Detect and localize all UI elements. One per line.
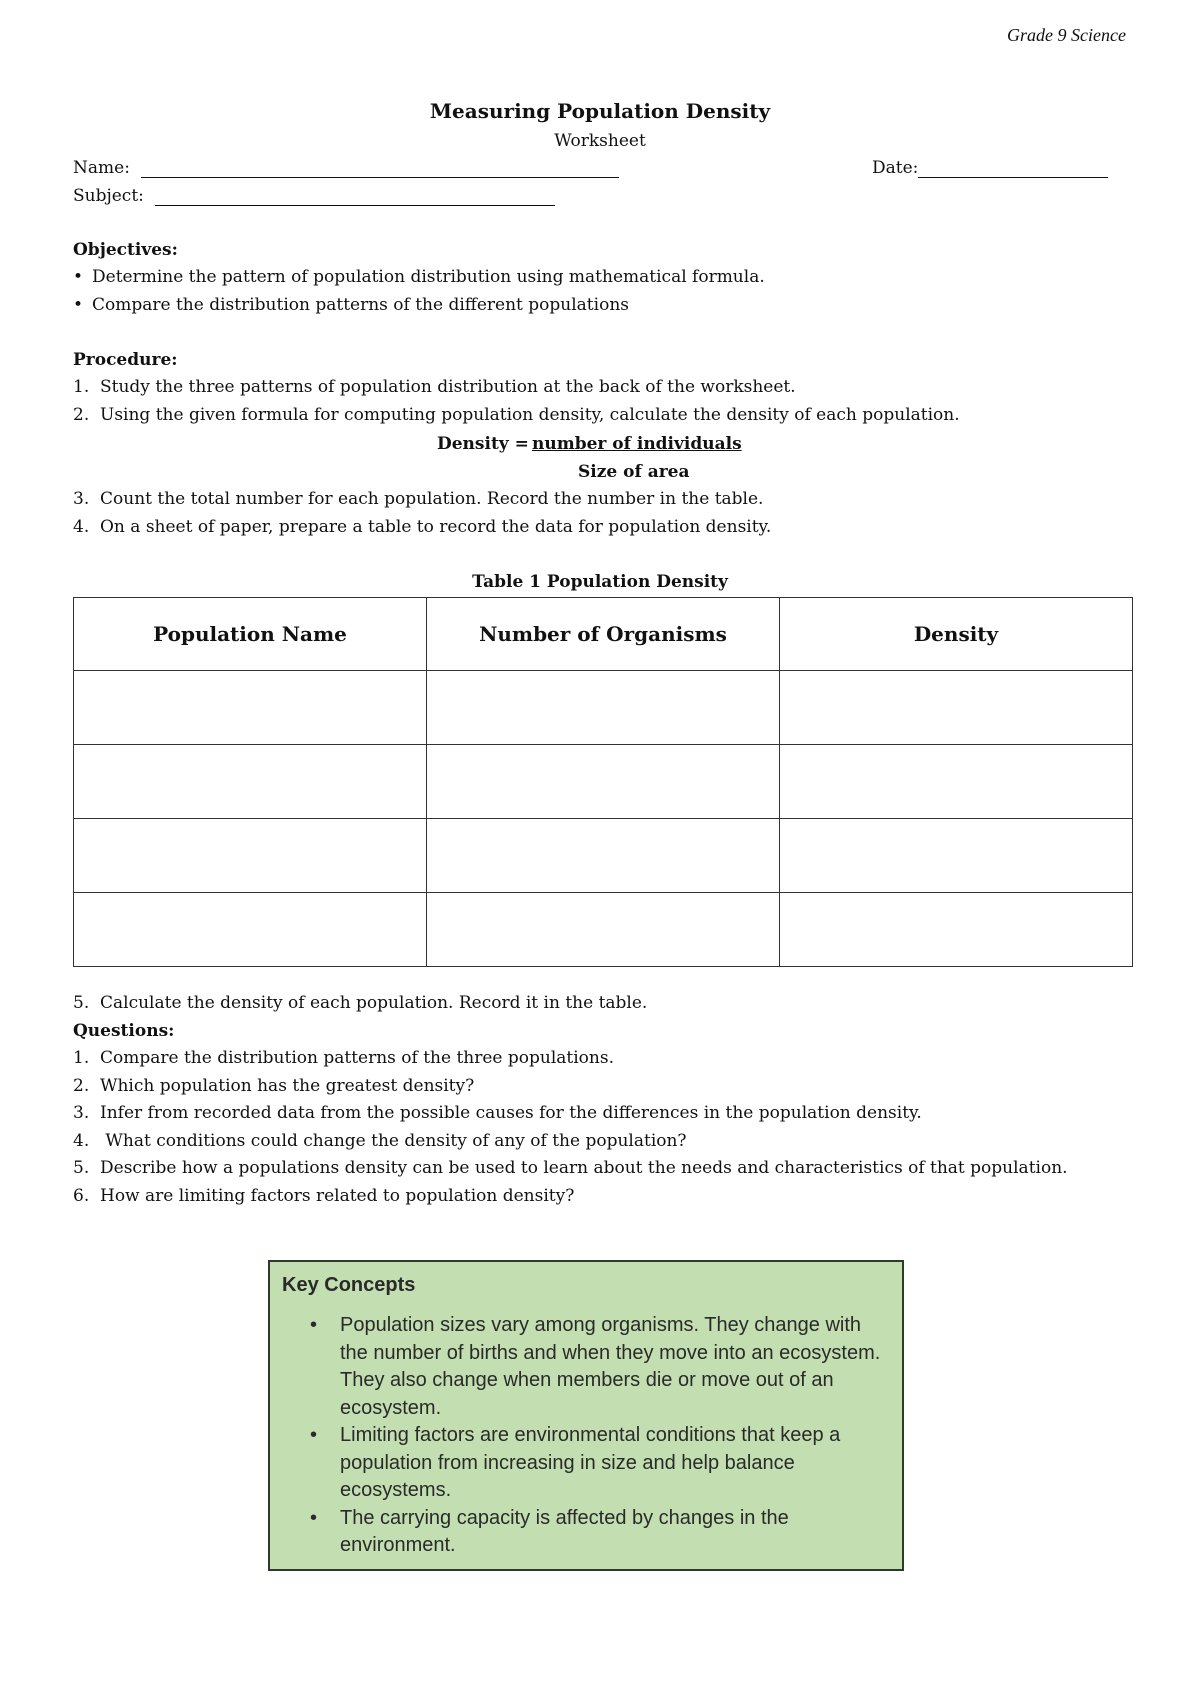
table-cell[interactable] <box>74 745 427 819</box>
formula-denominator: Size of area <box>578 462 690 482</box>
list-item: • Compare the distribution patterns of the different populations <box>73 292 765 320</box>
list-item: 5. Describe how a populations density can be used to learn about the needs and characteristics of that population. <box>73 1158 1068 1178</box>
list-item: • Limiting factors are environmental conditions that keep a population from increasing in size and help balance ecosystems. <box>310 1424 841 1501</box>
page-subtitle: Worksheet <box>554 131 646 151</box>
bullet-icon: • <box>73 267 84 287</box>
subject-label: Subject: <box>73 186 144 206</box>
table-row <box>74 671 1133 745</box>
table-cell[interactable] <box>74 819 427 893</box>
bullet-icon: • <box>73 294 84 315</box>
bullet-icon: • <box>310 1506 318 1529</box>
column-header: Population Name <box>74 598 427 671</box>
list-item: 1. Study the three patterns of population distribution at the back of the worksheet. <box>73 377 796 397</box>
procedure-list-a <box>73 374 960 429</box>
table-cell[interactable] <box>780 671 1133 745</box>
objectives-list <box>73 264 765 319</box>
course-label: Grade 9 Science <box>1007 25 1126 45</box>
list-item: 2. Which population has the greatest density? <box>73 1075 475 1096</box>
date-blank[interactable] <box>918 159 1108 178</box>
key-concepts-title: Key Concepts <box>282 1274 416 1296</box>
list-item: 3. Infer from recorded data from the possible causes for the differences in the population density. <box>73 1103 922 1123</box>
bullet-icon: • <box>310 1424 318 1446</box>
table-cell[interactable] <box>74 671 427 745</box>
page-title: Measuring Population Density <box>429 99 771 123</box>
key-concepts-list <box>282 1312 882 1560</box>
subject-field <box>73 186 555 206</box>
list-item: • The carrying capacity is affected by changes in the environment. <box>310 1506 789 1556</box>
list-item: 6. How are limiting factors related to population density? <box>73 1185 575 1206</box>
list-item: 1. Compare the distribution patterns of the three populations. <box>73 1048 614 1068</box>
procedure-list-c <box>73 990 647 1018</box>
date-field <box>872 158 1108 178</box>
formula-lhs: Density = <box>437 434 529 454</box>
questions-list <box>73 1045 1068 1210</box>
table-cell[interactable] <box>780 745 1133 819</box>
table-row <box>74 745 1133 819</box>
name-blank[interactable] <box>141 159 619 178</box>
procedure-list-b <box>73 486 771 541</box>
key-concepts-box <box>268 1260 904 1571</box>
table-cell[interactable] <box>780 893 1133 967</box>
column-header: Density <box>780 598 1133 671</box>
table-cell[interactable] <box>780 819 1133 893</box>
date-label: Date: <box>872 158 919 178</box>
list-item: 2. Using the given formula for computing population density, calculate the density of each population. <box>73 404 960 425</box>
procedure-heading: Procedure: <box>73 350 178 370</box>
formula-numerator: number of individuals <box>532 434 742 454</box>
column-header: Number of Organisms <box>427 598 780 671</box>
table-caption: Table 1 Population Density <box>472 572 728 592</box>
table-cell[interactable] <box>427 745 780 819</box>
list-item: 4. On a sheet of paper, prepare a table to record the data for population density. <box>73 516 772 537</box>
objectives-heading: Objectives: <box>73 240 178 260</box>
list-item: 3. Count the total number for each population. Record the number in the table. <box>73 489 764 509</box>
list-item: 5. Calculate the density of each population. Record it in the table. <box>73 993 648 1013</box>
table-cell[interactable] <box>427 893 780 967</box>
table-cell[interactable] <box>74 893 427 967</box>
name-label: Name: <box>73 158 130 178</box>
name-field <box>73 158 619 178</box>
list-item: • Determine the pattern of population distribution using mathematical formula. <box>73 264 765 292</box>
table-row <box>74 893 1133 967</box>
list-item: 4. What conditions could change the density of any of the population? <box>73 1130 687 1151</box>
population-density-table <box>73 597 1133 967</box>
table-header-row <box>74 598 1133 671</box>
bullet-icon: • <box>310 1314 318 1336</box>
subject-blank[interactable] <box>155 187 555 206</box>
list-item: • Population sizes vary among organisms. They change with the number of births and when they move into an ecosystem. They also change when members die or move out of an ecosystem. <box>310 1314 881 1419</box>
table-cell[interactable] <box>427 671 780 745</box>
table-cell[interactable] <box>427 819 780 893</box>
table-row <box>74 819 1133 893</box>
questions-heading: Questions: <box>73 1021 175 1041</box>
